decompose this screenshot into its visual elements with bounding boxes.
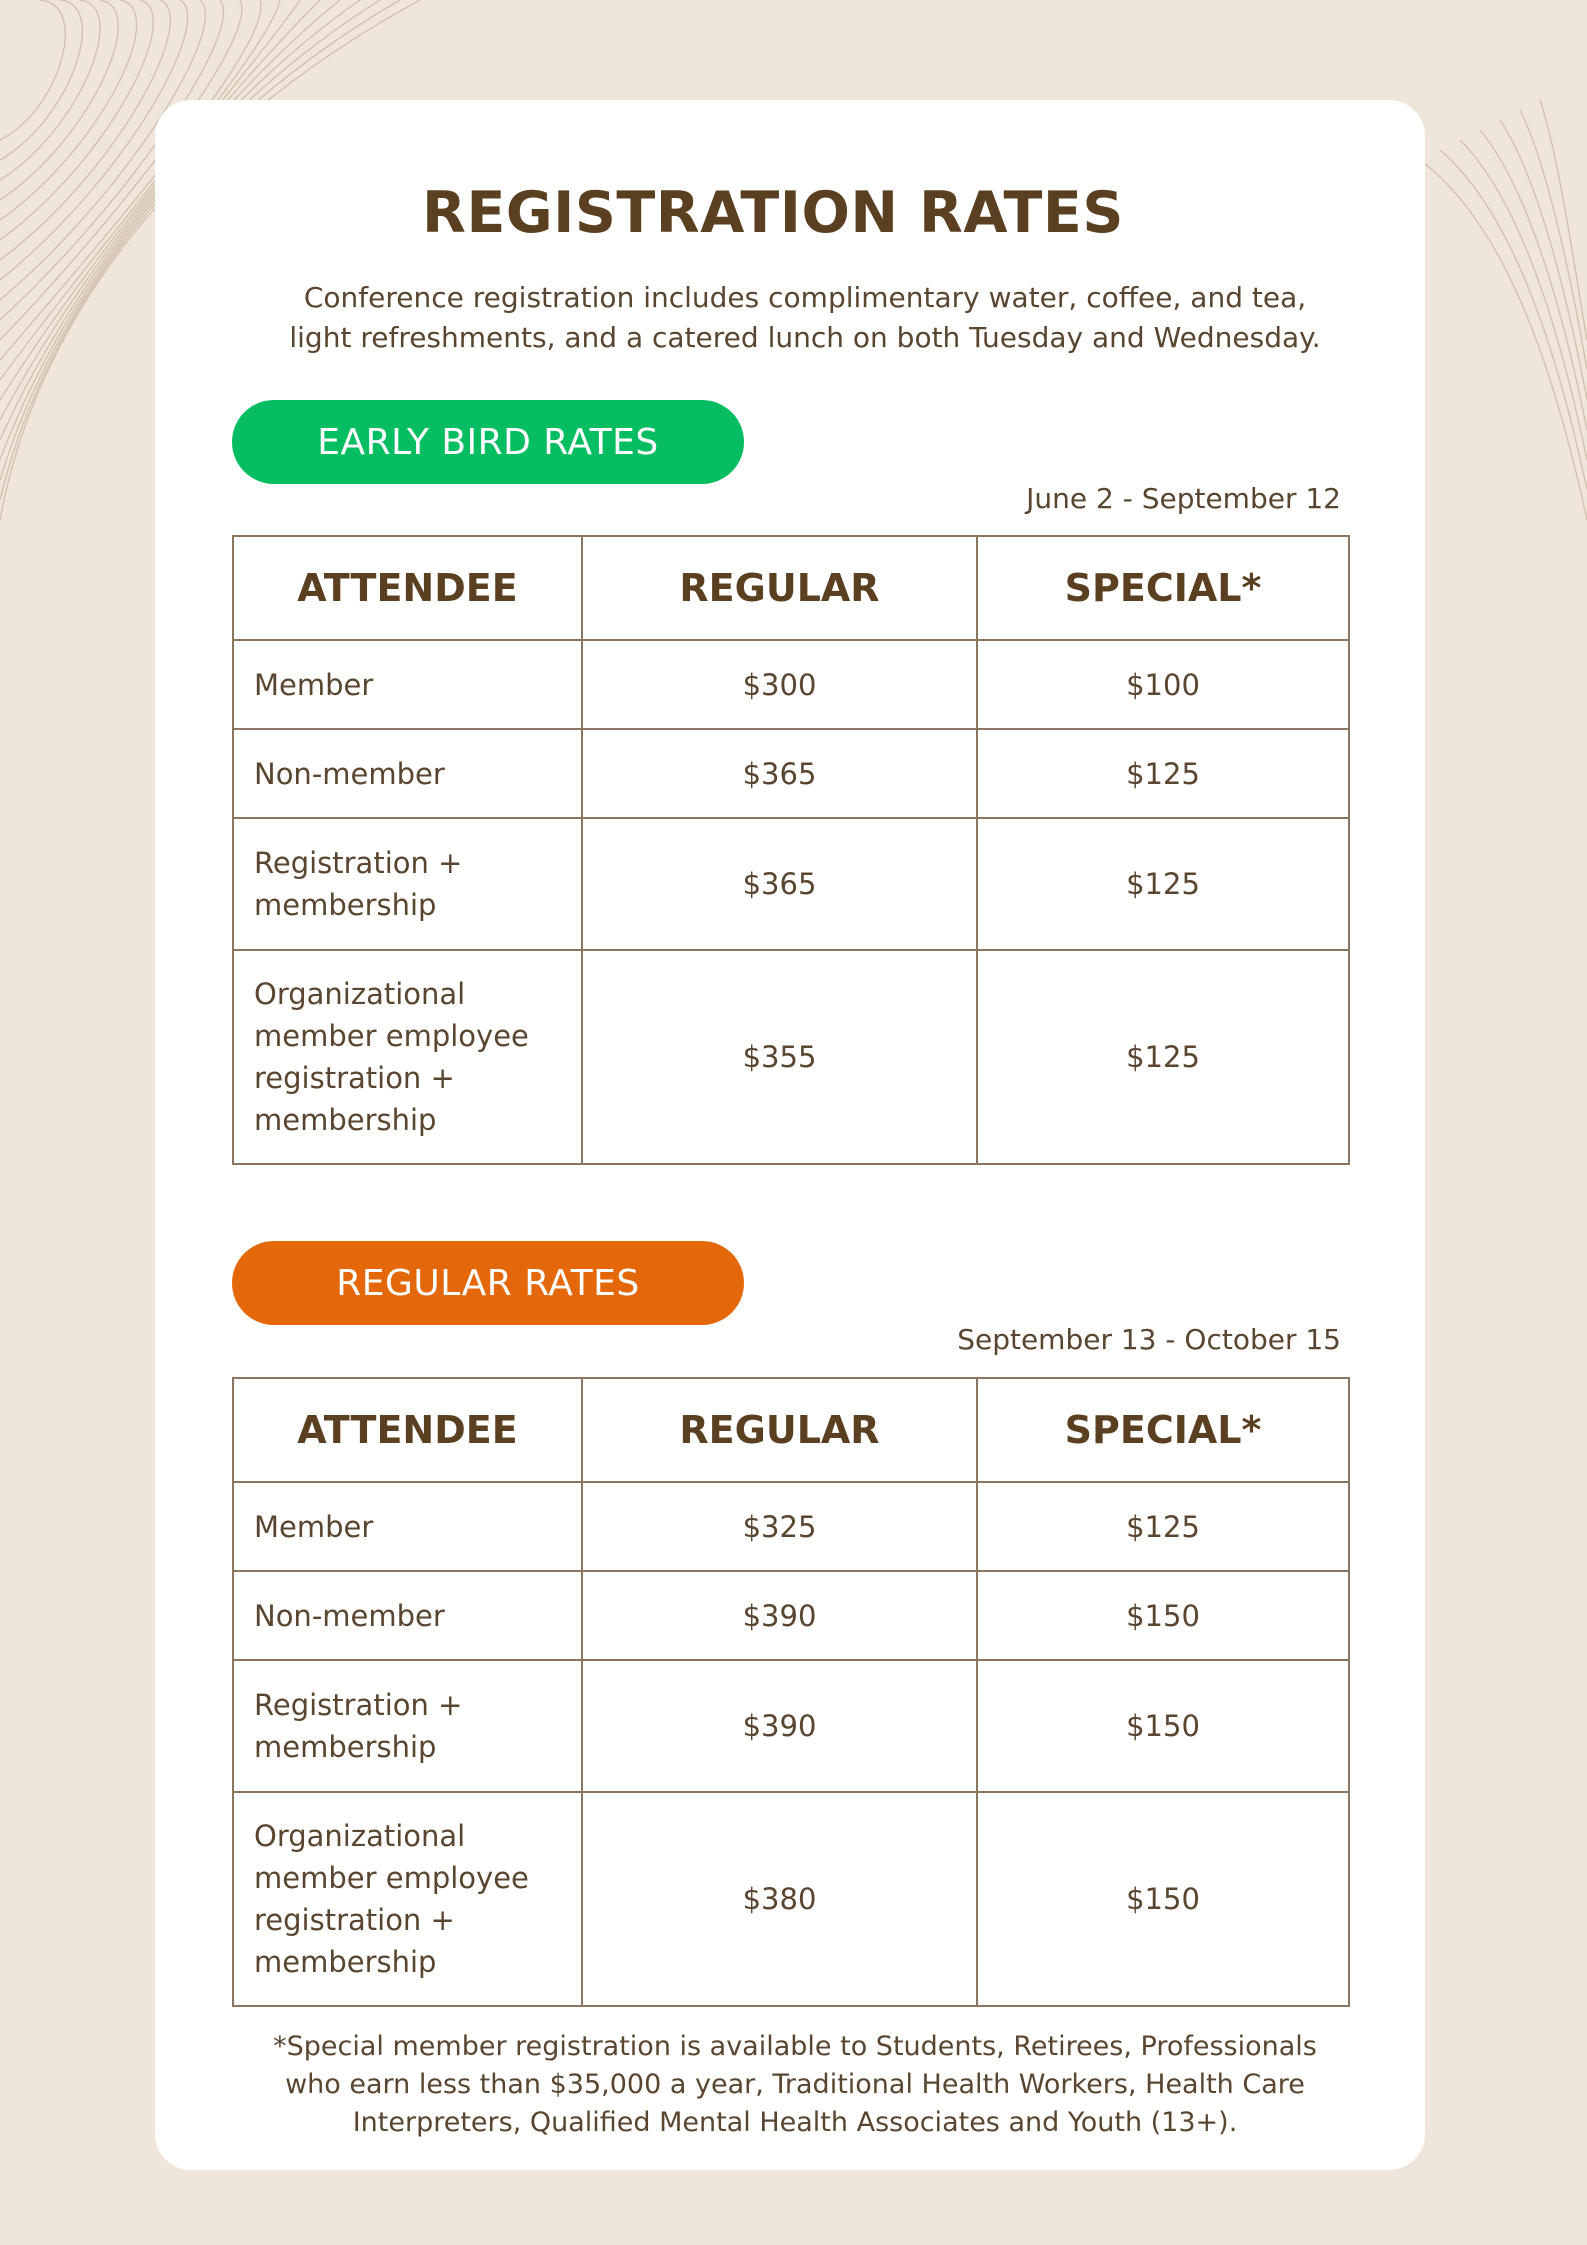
special-price-cell: $150 — [977, 1660, 1349, 1792]
attendee-cell: Non-member — [233, 1571, 582, 1660]
regular-price-cell: $390 — [582, 1660, 977, 1792]
attendee-cell: Member — [233, 1482, 582, 1571]
attendee-cell: Organizational member employee registration + membership — [233, 950, 582, 1164]
attendee-cell: Organizational member employee registration + membership — [233, 1792, 582, 2006]
page-title: REGISTRATION RATES — [422, 180, 1124, 246]
column-header-special: SPECIAL* — [977, 1378, 1349, 1482]
special-price-cell: $125 — [977, 729, 1349, 818]
table-header-row — [233, 536, 1349, 640]
regular-price-cell: $380 — [582, 1792, 977, 2006]
table-row — [233, 640, 1349, 729]
table-row — [233, 1660, 1349, 1792]
regular-date-range: September 13 - October 15 — [957, 1323, 1341, 1356]
regular-price-cell: $365 — [582, 818, 977, 950]
attendee-cell: Member — [233, 640, 582, 729]
intro-text: Conference registration includes complimentary water, coffee, and tea, light refreshments, and a catered lunch on both Tuesday and Wednesday. — [289, 281, 1321, 354]
column-header-regular: REGULAR — [582, 1378, 977, 1482]
rates-card — [155, 100, 1425, 2170]
attendee-cell: Registration + membership — [233, 1660, 582, 1792]
special-rate-footnote: *Special member registration is available to Students, Retirees, Professionals who earn less than $35,000 a year, Traditional Health Workers, Health Care Interpreters, Qualified Mental Health Associates and Youth (13+). — [273, 2031, 1317, 2138]
early-bird-rates-badge: EARLY BIRD RATES — [232, 400, 744, 484]
special-price-cell: $150 — [977, 1792, 1349, 2006]
table-row — [233, 1571, 1349, 1660]
early-bird-rates-table — [232, 535, 1350, 1165]
attendee-cell: Non-member — [233, 729, 582, 818]
column-header-special: SPECIAL* — [977, 536, 1349, 640]
regular-price-cell: $390 — [582, 1571, 977, 1660]
regular-rates-table — [232, 1377, 1350, 2007]
special-price-cell: $100 — [977, 640, 1349, 729]
special-price-cell: $125 — [977, 950, 1349, 1164]
column-header-regular: REGULAR — [582, 536, 977, 640]
table-row — [233, 950, 1349, 1164]
table-row — [233, 818, 1349, 950]
table-header-row — [233, 1378, 1349, 1482]
regular-price-cell: $365 — [582, 729, 977, 818]
column-header-attendee: ATTENDEE — [233, 536, 582, 640]
special-price-cell: $150 — [977, 1571, 1349, 1660]
table-row — [233, 1482, 1349, 1571]
attendee-cell: Registration + membership — [233, 818, 582, 950]
regular-price-cell: $300 — [582, 640, 977, 729]
regular-price-cell: $325 — [582, 1482, 977, 1571]
column-header-attendee: ATTENDEE — [233, 1378, 582, 1482]
regular-price-cell: $355 — [582, 950, 977, 1164]
table-row — [233, 1792, 1349, 2006]
regular-rates-badge: REGULAR RATES — [232, 1241, 744, 1325]
early-bird-date-range: June 2 - September 12 — [1026, 482, 1341, 515]
special-price-cell: $125 — [977, 818, 1349, 950]
table-row — [233, 729, 1349, 818]
special-price-cell: $125 — [977, 1482, 1349, 1571]
